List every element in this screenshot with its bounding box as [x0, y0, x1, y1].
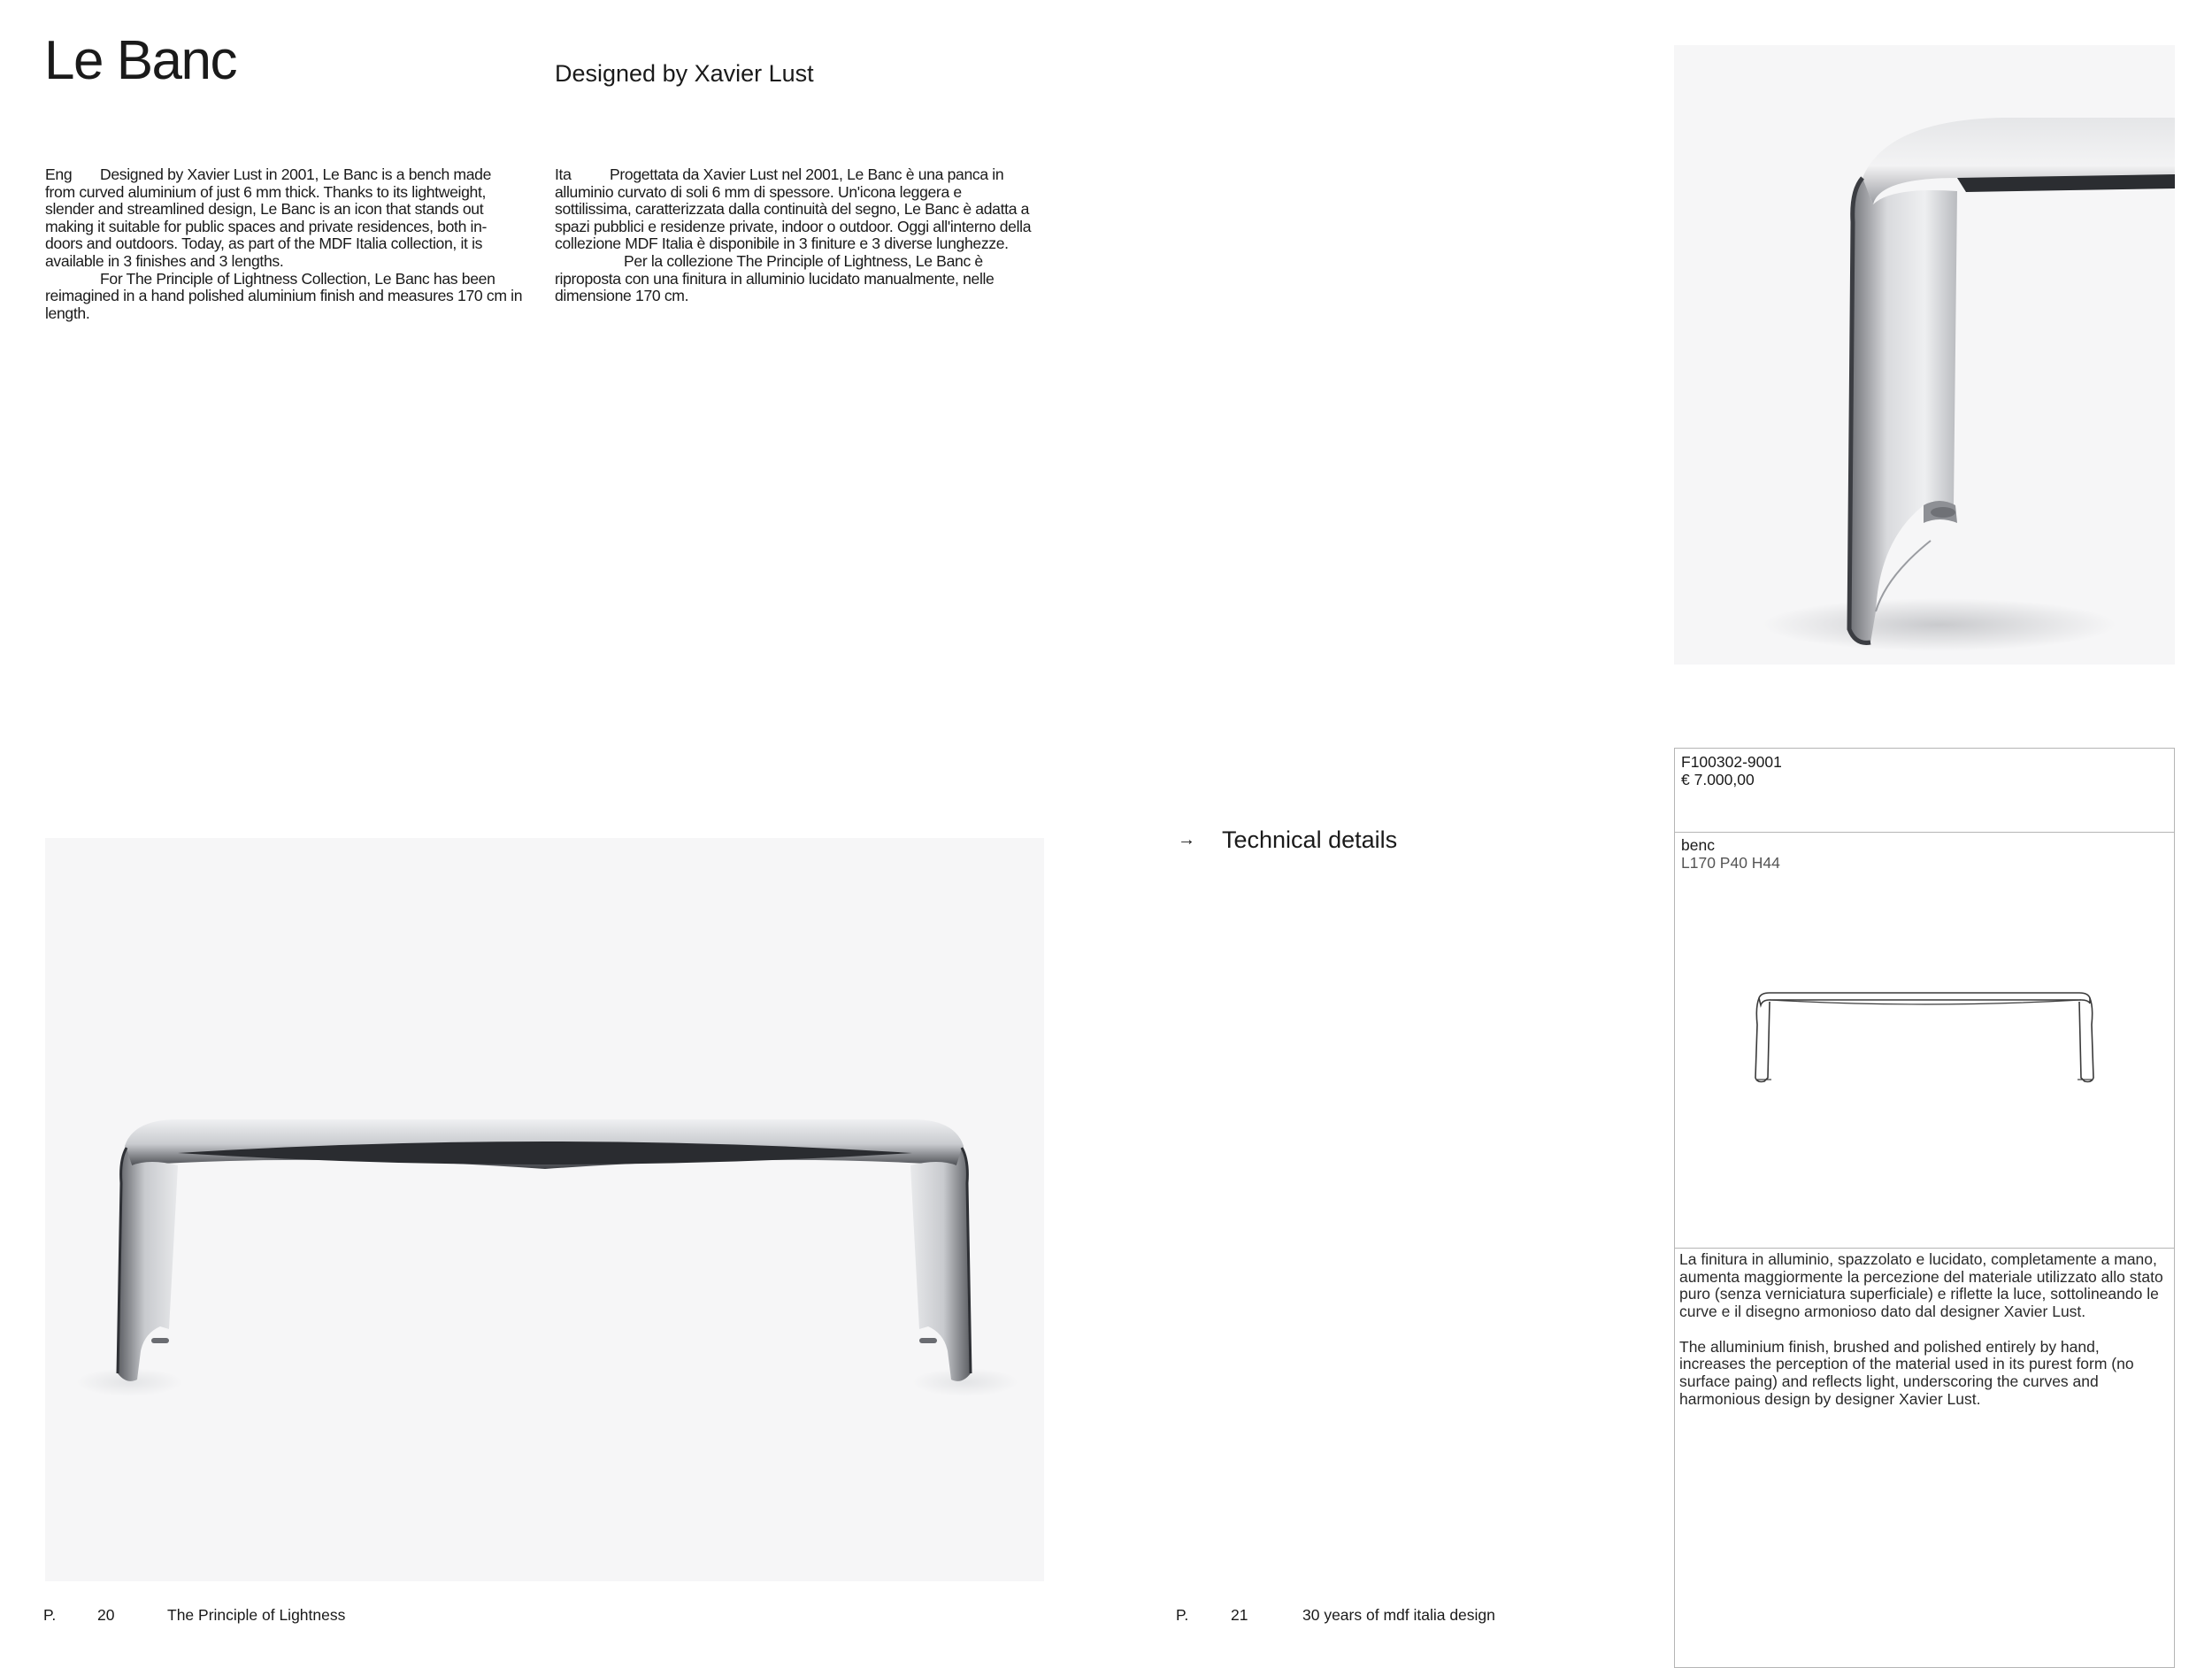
arrow-right-icon: →: [1178, 829, 1195, 849]
spec-divider: [1674, 1248, 2175, 1249]
english-text-column: [45, 166, 523, 322]
italian-paragraph-2: Per la collezione The Principle of Lightness, Le Banc è riproposta con una finitura in alluminio lucidato manualmente, nelle dimensione 170 cm.: [555, 251, 995, 305]
product-model: benc: [1681, 836, 1715, 854]
bench-detail-photo: [1674, 45, 2175, 665]
bench-main-photo: [45, 838, 1044, 1581]
footer-right-page-number: 21: [1231, 1606, 1248, 1624]
page-title: Le Banc: [44, 30, 237, 91]
english-language-label: Eng: [45, 165, 73, 183]
bench-detail-illustration: [1674, 45, 2175, 665]
bench-outline-icon: [1752, 989, 2097, 1091]
footer-left-prefix: P.: [43, 1606, 57, 1624]
footer-left-page-number: 20: [97, 1606, 115, 1624]
bench-line-drawing: [1752, 989, 2097, 1095]
designer-subtitle: Designed by Xavier Lust: [555, 60, 814, 87]
description-english: The alluminium finish, brushed and polished entirely by hand, increases the perception of the material used in its purest form (no surface paing) and reflects light, underscoring the curves and harmonious design by designer Xavier Lust.: [1679, 1337, 2134, 1408]
description-italian: La finitura in alluminio, spazzolato e lucidato, completamente a mano, aumenta maggiormente la percezione del materiale utilizzato allo stato puro (senza verniciatura superficiale) e riflette la luce, sottolineando le curve e il disegno armonioso dato dal designer Xavier Lust.: [1679, 1250, 2163, 1321]
italian-paragraph-1: Progettata da Xavier Lust nel 2001, Le Banc è una panca in alluminio curvato di soli 6 mm di spessore. Un'icona leggera e sottilissima, caratterizzata dalla continuità del segno, Le Banc è adatta a spazi pubblici e residenze private, indoor o outdoor. Oggi all'interno della collezione MDF Italia è disponibile in 3 finiture e 3 diverse lunghezze.: [555, 165, 1032, 253]
product-code: F100302-9001: [1681, 753, 1782, 771]
footer-right-title: 30 years of mdf italia design: [1302, 1606, 1495, 1624]
footer-right-prefix: P.: [1176, 1606, 1189, 1624]
english-paragraph-1: Designed by Xavier Lust in 2001, Le Banc is a bench made from curved aluminium of just 6 mm thick. Thanks to its lightweight, slender and streamlined design, Le Banc is an icon that stands out making it suitable for public spaces and private residences, both in-doors and outdoors. Today, as part of the MDF Italia collection, it is available in 3 finishes and 3 lengths.: [45, 165, 492, 270]
footer-left-title: The Principle of Lightness: [167, 1606, 346, 1624]
spec-divider: [1674, 832, 2175, 833]
technical-details-label: Technical details: [1222, 826, 1398, 853]
product-price: € 7.000,00: [1681, 771, 1755, 788]
spec-card: [1674, 748, 2175, 1668]
english-paragraph-2: For The Principle of Lightness Collection, Le Banc has been reimagined in a hand polished aluminium finish and measures 170 cm in length.: [45, 269, 523, 322]
bench-illustration: [45, 838, 1044, 1581]
italian-text-column: [555, 166, 1037, 305]
product-dimensions: L170 P40 H44: [1681, 854, 1780, 872]
product-description: [1679, 1251, 2168, 1426]
italian-language-label: Ita: [555, 165, 572, 183]
technical-details-link[interactable]: [1178, 828, 1397, 852]
